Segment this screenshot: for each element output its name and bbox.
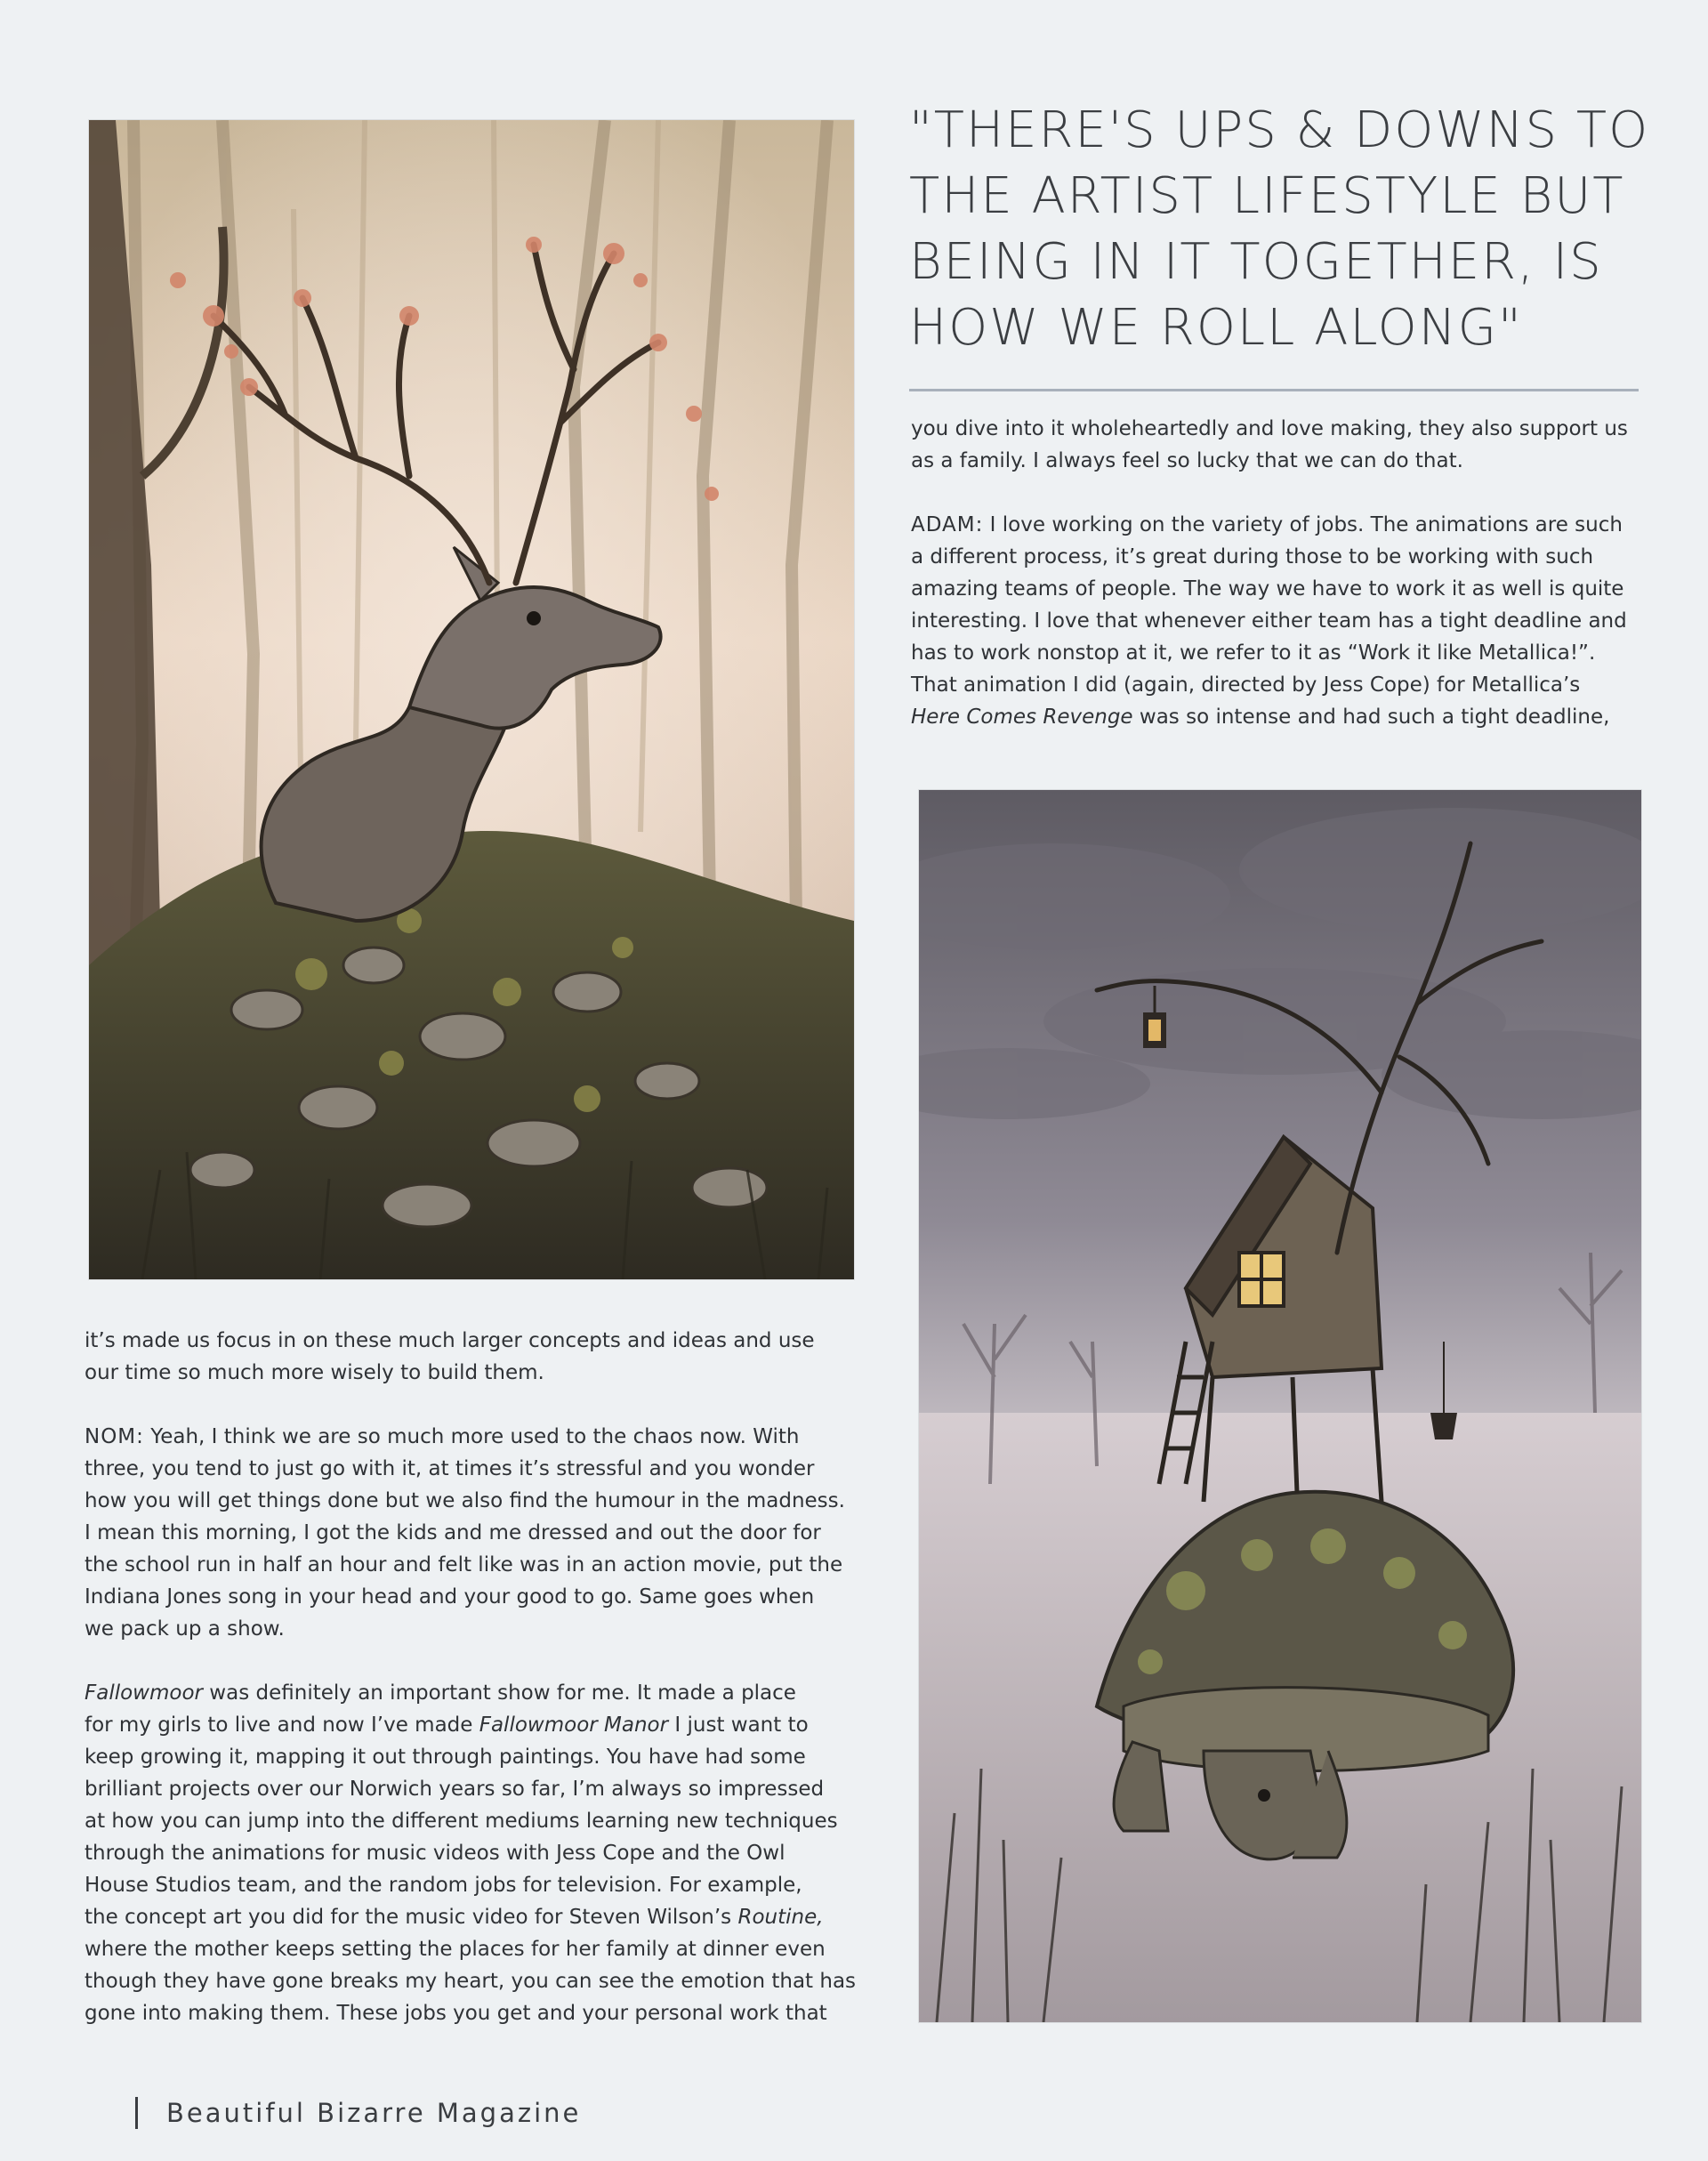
- paragraph: [911, 509, 1649, 733]
- text-line: [85, 1677, 867, 1709]
- text-line: how you will get things done but we also find the humour in the madness.: [85, 1489, 845, 1512]
- text-fragment: Yeah, I think we are so much more used to the chaos now. With: [143, 1425, 800, 1448]
- left-column-text: [85, 1325, 867, 2061]
- text-line: That animation I did (again, directed by Jess Cope) for Metallica’s: [911, 673, 1581, 697]
- text-fragment: the concept art you did for the music video for Steven Wilson’s: [85, 1906, 738, 1929]
- pull-quote-line: THE ARTIST LIFESTYLE BUT: [909, 167, 1625, 225]
- text-line: brilliant projects over our Norwich years so far, I’m always so impressed: [85, 1778, 825, 1801]
- title-italic: Routine,: [737, 1906, 824, 1929]
- text-line: Indiana Jones song in your head and your good to go. Same goes when: [85, 1585, 815, 1609]
- stag-painting-illustration: [89, 120, 854, 1279]
- text-line: you dive into it wholeheartedly and love making, they also support us: [911, 417, 1628, 440]
- text-line: [911, 509, 1649, 541]
- page-footer: [135, 2095, 581, 2131]
- text-line: a different process, it’s great during those to be working with such: [911, 545, 1594, 568]
- pull-quote: [909, 98, 1650, 361]
- pull-quote-line: HOW WE ROLL ALONG": [909, 299, 1523, 357]
- title-italic: Fallowmoor: [85, 1681, 203, 1705]
- text-line: three, you tend to just go with it, at times it’s stressful and you wonder: [85, 1457, 815, 1480]
- text-line: I mean this morning, I got the kids and me dressed and out the door for: [85, 1521, 821, 1544]
- title-italic: Fallowmoor Manor: [479, 1713, 669, 1737]
- magazine-name: Beautiful Bizarre Magazine: [166, 2098, 582, 2128]
- footer-divider: [135, 2097, 138, 2129]
- speaker-label: NOM:: [85, 1425, 144, 1448]
- pull-quote-line: "THERE'S UPS & DOWNS TO: [909, 101, 1650, 159]
- pull-quote-divider: [909, 389, 1639, 391]
- text-line: where the mother keeps setting the places for her family at dinner even: [85, 1938, 826, 1961]
- turtle-house-painting: [919, 790, 1641, 2022]
- turtle-house-illustration: [919, 790, 1641, 2022]
- text-line: House Studios team, and the random jobs for television. For example,: [85, 1874, 802, 1897]
- text-fragment: for my girls to live and now I’ve made: [85, 1713, 479, 1737]
- text-line: we pack up a show.: [85, 1617, 285, 1641]
- text-line: as a family. I always feel so lucky that we can do that.: [911, 449, 1463, 472]
- text-fragment: I just want to: [668, 1713, 809, 1737]
- text-fragment: I love working on the variety of jobs. The animations are such: [983, 513, 1623, 536]
- text-line: the school run in half an hour and felt like was in an action movie, put the: [85, 1553, 843, 1576]
- text-fragment: was so intense and had such a tight deadline,: [1132, 706, 1610, 729]
- text-line: has to work nonstop at it, we refer to it as “Work it like Metallica!”.: [911, 641, 1596, 665]
- text-line: our time so much more wisely to build them.: [85, 1361, 544, 1384]
- text-line: though they have gone breaks my heart, you can see the emotion that has: [85, 1970, 857, 1993]
- pull-quote-line: BEING IN IT TOGETHER, IS: [909, 233, 1603, 291]
- paragraph: [911, 413, 1649, 477]
- paragraph: [85, 1677, 867, 2029]
- paragraph: [85, 1325, 867, 1389]
- text-line: keep growing it, mapping it out through paintings. You have had some: [85, 1746, 806, 1769]
- paragraph: [85, 1421, 867, 1645]
- text-line: at how you can jump into the different mediums learning new techniques: [85, 1810, 838, 1833]
- text-line: through the animations for music videos with Jess Cope and the Owl: [85, 1842, 786, 1865]
- stag-painting: [89, 120, 854, 1279]
- text-line: it’s made us focus in on these much larger concepts and ideas and use: [85, 1329, 815, 1352]
- text-line: interesting. I love that whenever either team has a tight deadline and: [911, 609, 1627, 633]
- text-line: [85, 1421, 867, 1453]
- text-line: [85, 1709, 867, 1741]
- speaker-label: ADAM:: [911, 513, 984, 536]
- right-column-text: [911, 413, 1649, 765]
- title-italic: Here Comes Revenge: [911, 706, 1133, 729]
- text-line: gone into making them. These jobs you get and your personal work that: [85, 2002, 827, 2025]
- text-line: [85, 1901, 867, 1933]
- text-line: [911, 701, 1649, 733]
- text-line: amazing teams of people. The way we have to work it as well is quite: [911, 577, 1624, 601]
- text-fragment: was definitely an important show for me. It made a place: [203, 1681, 796, 1705]
